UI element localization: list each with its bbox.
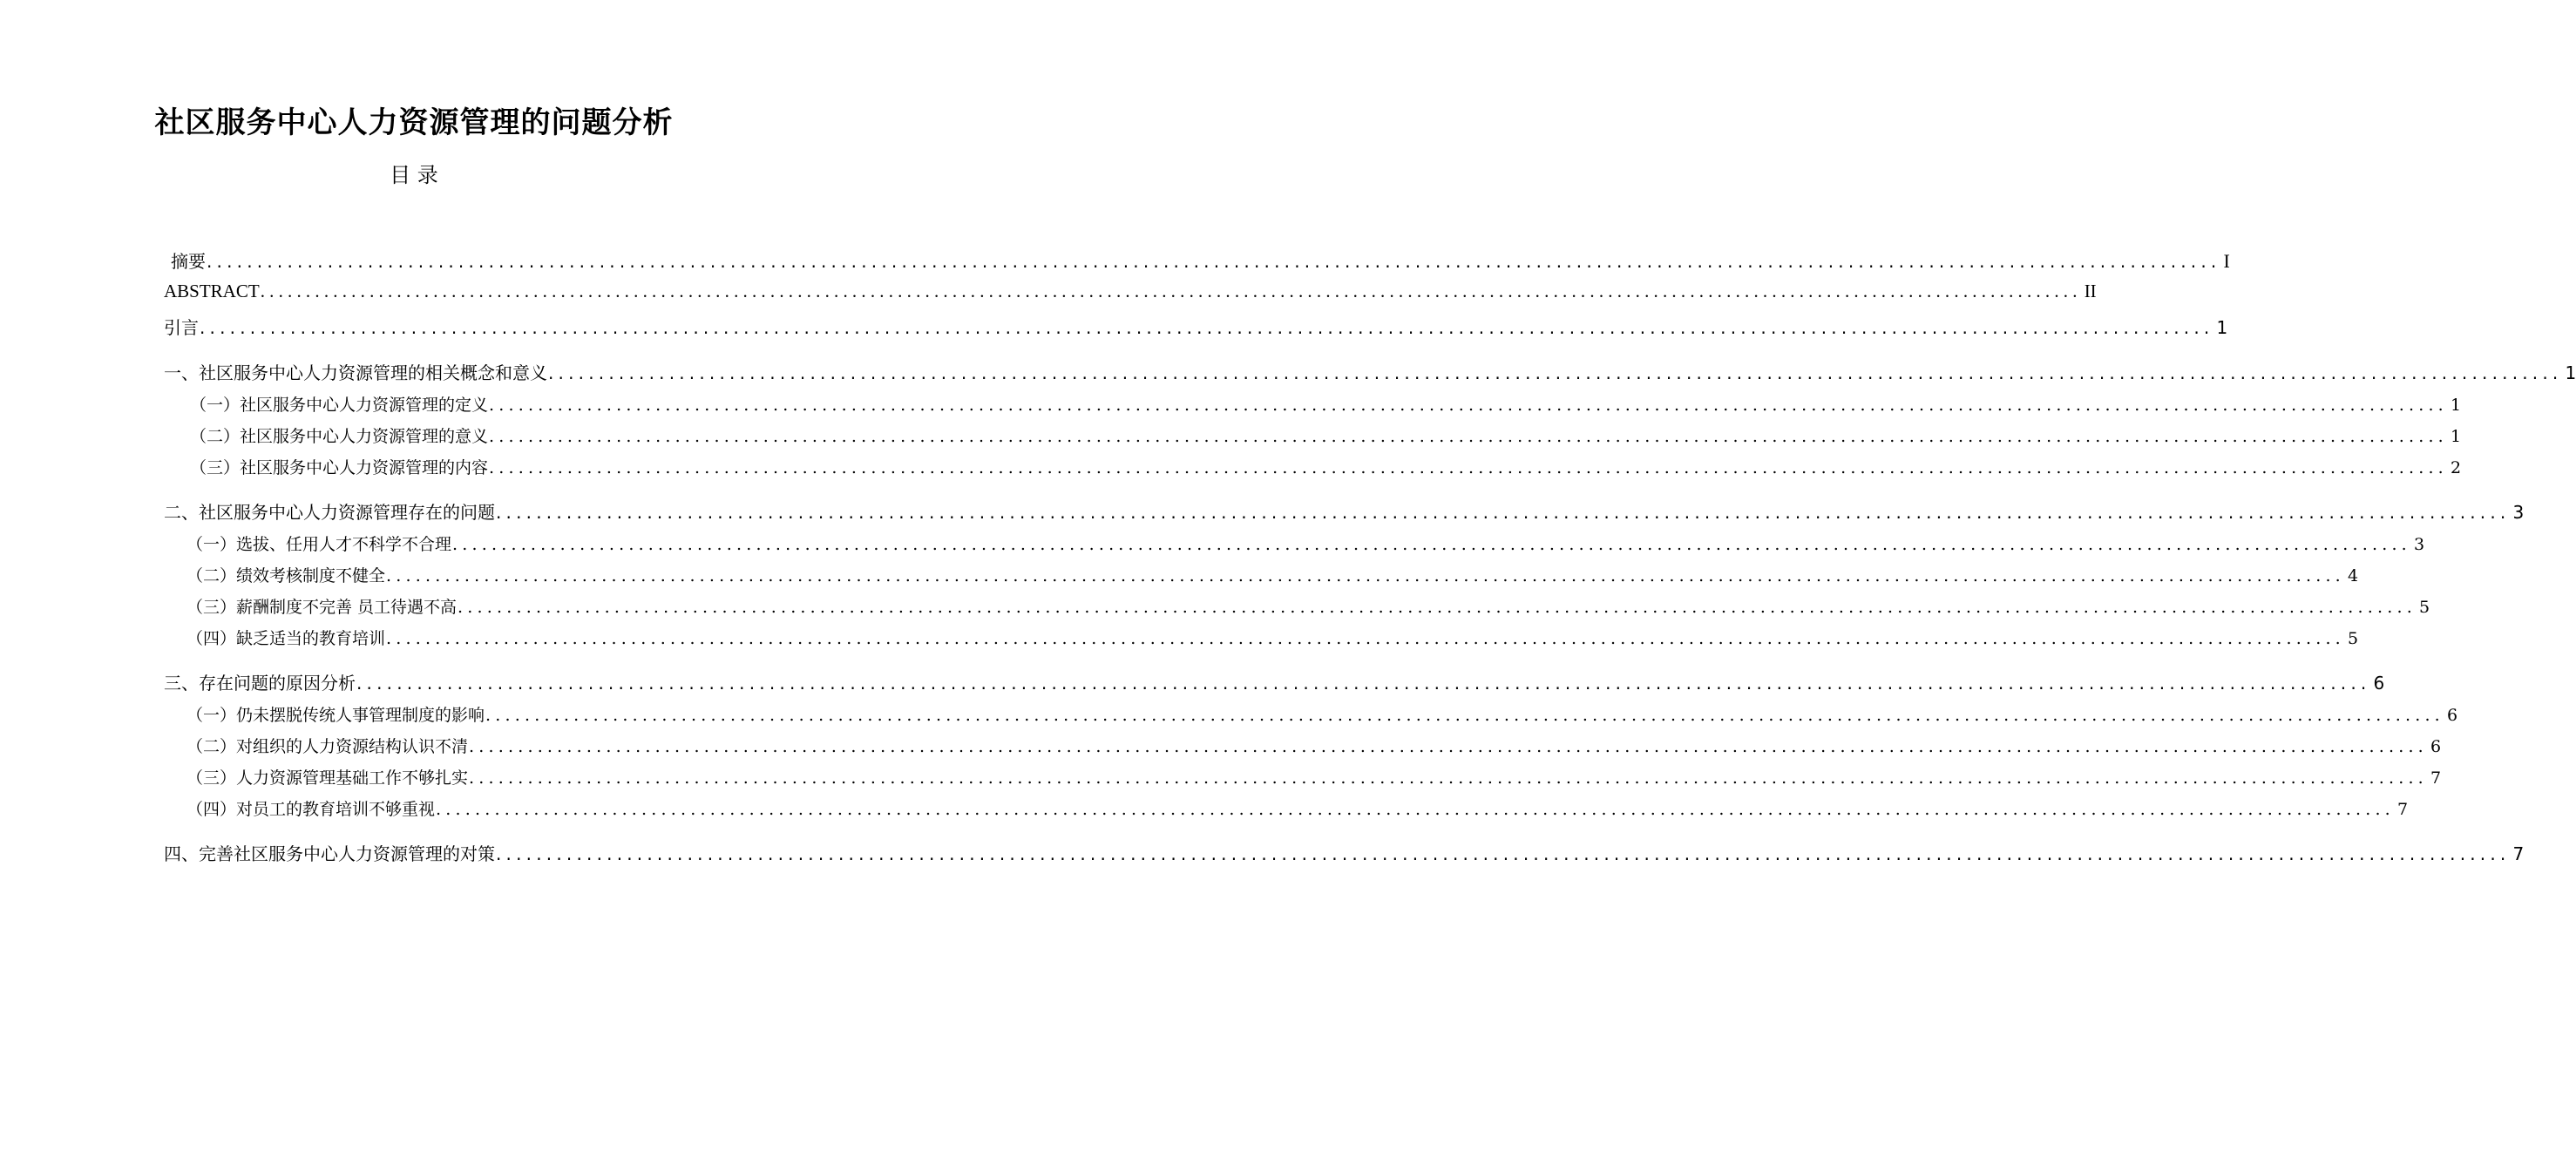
toc-entry-page: 3 — [2512, 502, 2525, 523]
toc-leader-dots: ........................................................................................................................................................................................................ — [496, 843, 2511, 864]
toc-entry-section[interactable] — [164, 734, 2442, 765]
toc-entry-section[interactable] — [164, 531, 2425, 563]
toc-entry-label: 一、社区服务中心人力资源管理的相关概念和意义 — [164, 362, 547, 383]
toc-entry-label: （一）选拔、任用人才不科学不合理 — [186, 535, 452, 554]
toc-entry-label: （二）对组织的人力资源结构认识不清 — [186, 737, 469, 756]
toc-entry-introduction[interactable] — [164, 314, 2228, 347]
toc-leader-dots: ........................................................................................................................................................................................................ — [485, 706, 2444, 725]
toc-entry-section[interactable] — [164, 594, 2430, 626]
toc-entry-label: （四）对员工的教育培训不够重视 — [186, 800, 436, 819]
toc-entry-label: （一）社区服务中心人力资源管理的定义 — [190, 396, 489, 415]
toc-entry-page: 1 — [2565, 362, 2576, 383]
toc-leader-dots: ........................................................................................................................................................................................................ — [436, 800, 2395, 819]
toc-heading: 目 录 — [390, 163, 438, 187]
toc-entry-label: （三）薪酬制度不完善 员工待遇不高 — [186, 598, 458, 617]
toc-leader-dots: ........................................................................................................................................................................................................ — [548, 362, 2563, 383]
toc-entry-abstract-en[interactable] — [164, 281, 2097, 314]
toc-entry-page: 6 — [2446, 706, 2458, 725]
toc-entry-page: 7 — [2512, 843, 2525, 864]
toc-entry-page: 1 — [2216, 317, 2228, 338]
toc-entry-section[interactable] — [164, 563, 2359, 594]
toc-entry-section[interactable] — [164, 423, 2462, 455]
toc-entry-label: （三）人力资源管理基础工作不够扎实 — [186, 768, 469, 788]
table-of-contents — [164, 247, 2576, 873]
toc-leader-dots: ........................................................................................................................................................................................................ — [207, 251, 2221, 272]
toc-leader-dots: ........................................................................................................................................................................................................ — [386, 566, 2345, 586]
toc-leader-dots: ........................................................................................................................................................................................................ — [452, 535, 2411, 554]
toc-entry-page: 2 — [2450, 458, 2462, 477]
toc-entry-chapter-3[interactable] — [164, 669, 2385, 702]
toc-entry-page: 6 — [2373, 673, 2385, 694]
toc-entry-label: （三）社区服务中心人力资源管理的内容 — [190, 458, 489, 477]
toc-entry-label: ABSTRACT — [164, 281, 260, 301]
toc-entry-label: 摘要 — [171, 251, 206, 272]
toc-entry-label: 四、完善社区服务中心人力资源管理的对策 — [164, 843, 495, 864]
toc-entry-page: 7 — [2396, 800, 2409, 819]
toc-entry-page: 5 — [2347, 629, 2359, 648]
toc-leader-dots: ........................................................................................................................................................................................................ — [458, 598, 2417, 617]
toc-entry-label: 二、社区服务中心人力资源管理存在的问题 — [164, 502, 495, 523]
toc-entry-page: II — [2084, 281, 2097, 301]
toc-entry-label: （二）社区服务中心人力资源管理的意义 — [190, 427, 489, 446]
toc-leader-dots: ........................................................................................................................................................................................................ — [469, 737, 2428, 756]
toc-entry-chapter-4[interactable] — [164, 840, 2525, 873]
toc-entry-page: 5 — [2418, 598, 2430, 617]
toc-entry-label: （一）仍未摆脱传统人事管理制度的影响 — [186, 706, 485, 725]
toc-leader-dots: ........................................................................................................................................................................................................ — [489, 458, 2448, 477]
toc-entry-label: 三、存在问题的原因分析 — [164, 673, 356, 694]
toc-entry-abstract-cn[interactable] — [164, 247, 2230, 281]
toc-entry-section[interactable] — [164, 702, 2458, 734]
toc-entry-page: I — [2223, 250, 2230, 272]
toc-entry-label: （二）绩效考核制度不健全 — [186, 566, 386, 586]
toc-entry-page: 1 — [2450, 396, 2462, 415]
toc-entry-chapter-1[interactable] — [164, 359, 2576, 392]
document-title: 社区服务中心人力资源管理的问题分析 — [154, 105, 674, 140]
toc-entry-page: 4 — [2347, 566, 2359, 586]
toc-entry-page: 6 — [2430, 737, 2442, 756]
toc-entry-section[interactable] — [164, 796, 2409, 828]
toc-leader-dots: ........................................................................................................................................................................................................ — [356, 673, 2371, 694]
toc-leader-dots: ........................................................................................................................................................................................................ — [386, 629, 2345, 648]
toc-entry-section[interactable] — [164, 455, 2462, 486]
toc-entry-section[interactable] — [164, 392, 2462, 423]
toc-leader-dots: ........................................................................................................................................................................................................ — [200, 317, 2214, 338]
toc-entry-section[interactable] — [164, 626, 2359, 657]
toc-entry-label: （四）缺乏适当的教育培训 — [186, 629, 386, 648]
toc-entry-section[interactable] — [164, 765, 2442, 796]
toc-entry-label: 引言 — [164, 317, 199, 338]
toc-leader-dots: ........................................................................................................................................................................................................ — [469, 768, 2428, 788]
toc-leader-dots: ........................................................................................................................................................................................................ — [489, 396, 2448, 415]
toc-entry-page: 1 — [2450, 427, 2462, 446]
toc-leader-dots: ........................................................................................................................................................................................................ — [496, 502, 2511, 523]
toc-leader-dots: ........................................................................................................................................................................................................ — [260, 281, 2082, 301]
toc-entry-page: 3 — [2413, 535, 2425, 554]
toc-entry-page: 7 — [2430, 768, 2442, 788]
toc-entry-chapter-2[interactable] — [164, 498, 2525, 531]
toc-leader-dots: ........................................................................................................................................................................................................ — [489, 427, 2448, 446]
